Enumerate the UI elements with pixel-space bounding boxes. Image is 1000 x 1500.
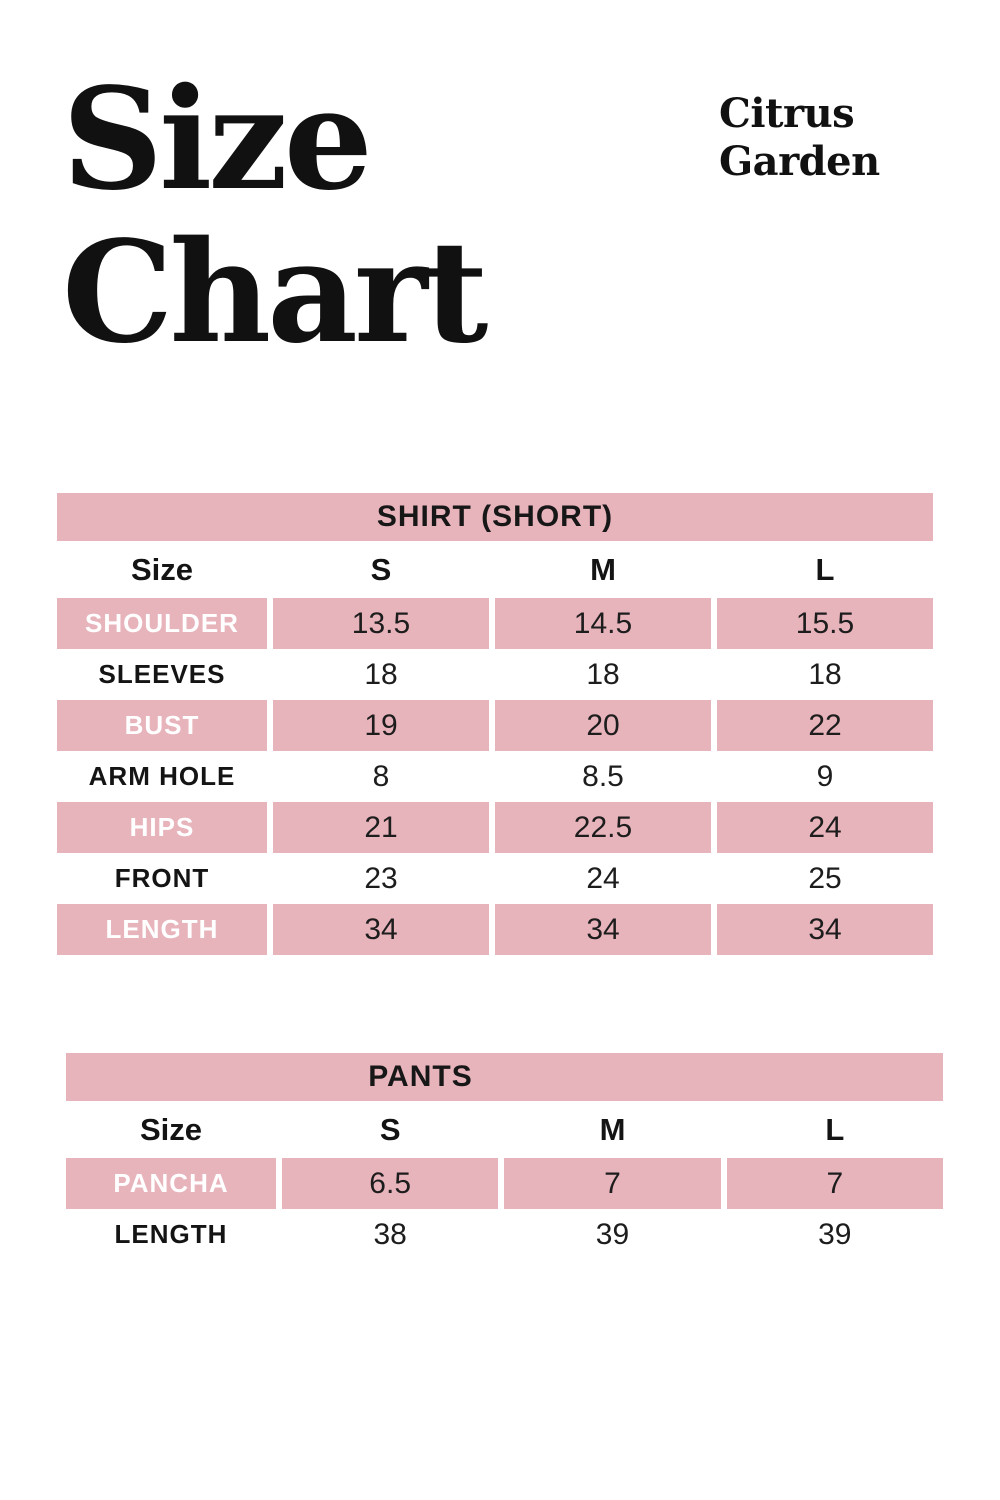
shirt-size-table [57,493,933,955]
page-title-line1: Size [62,58,369,222]
value-s: 23 [364,861,398,895]
value-m: 20 [495,700,711,751]
value-l: 24 [717,802,933,853]
value-l: 15.5 [717,598,933,649]
shirt-size-header-row [57,541,933,598]
value-m: 18 [586,657,620,691]
table-row-pancha [66,1158,943,1209]
table-row-hips [57,802,933,853]
row-label: HIPS [57,802,267,853]
pants-size-header-row [66,1101,943,1158]
table-row-sleeves [57,649,933,700]
page-title-line2: Chart [62,211,485,375]
value-s: 19 [273,700,489,751]
row-label: LENGTH [57,904,267,955]
value-m: 22.5 [495,802,711,853]
value-l: 9 [816,759,834,793]
value-l: 22 [717,700,933,751]
row-label: SHOULDER [57,598,267,649]
size-header-label: Size [130,551,194,587]
value-l: 25 [808,861,842,895]
value-m: 24 [586,861,620,895]
value-l: 39 [818,1217,852,1251]
value-s: 38 [373,1217,407,1251]
row-label: SLEEVES [98,659,226,689]
row-label: ARM HOLE [88,761,236,791]
pants-size-table [66,1053,943,1260]
row-label: LENGTH [114,1219,228,1249]
value-s: 18 [364,657,398,691]
table-row-front [57,853,933,904]
value-m: 8.5 [582,759,624,793]
row-label: PANCHA [66,1158,276,1209]
value-l: 18 [808,657,842,691]
size-col-m: M [590,551,616,587]
shirt-table-title: SHIRT (SHORT) [57,493,933,541]
size-col-s: S [379,1111,401,1147]
table-row-bust [57,700,933,751]
brand-name-line1: Citrus [719,90,855,137]
page-title [62,58,485,375]
value-l: 7 [727,1158,943,1209]
row-label: BUST [57,700,267,751]
table-row-pants-length [66,1209,943,1260]
value-m: 14.5 [495,598,711,649]
brand-name-line2: Garden [719,138,880,185]
size-col-l: L [815,551,835,587]
brand-name [719,90,880,186]
size-col-l: L [825,1111,845,1147]
table-row-length [57,904,933,955]
size-col-m: M [599,1111,626,1147]
value-m: 34 [495,904,711,955]
value-m: 39 [595,1217,630,1251]
pants-table-title: PANTS [66,1053,943,1101]
size-header-label: Size [139,1111,203,1147]
row-label: FRONT [114,863,210,893]
size-col-s: S [370,551,392,587]
table-row-arm-hole [57,751,933,802]
value-s: 6.5 [282,1158,498,1209]
value-s: 8 [372,759,390,793]
value-l: 34 [717,904,933,955]
value-m: 7 [504,1158,720,1209]
value-s: 34 [273,904,489,955]
value-s: 13.5 [273,598,489,649]
table-row-shoulder [57,598,933,649]
value-s: 21 [273,802,489,853]
